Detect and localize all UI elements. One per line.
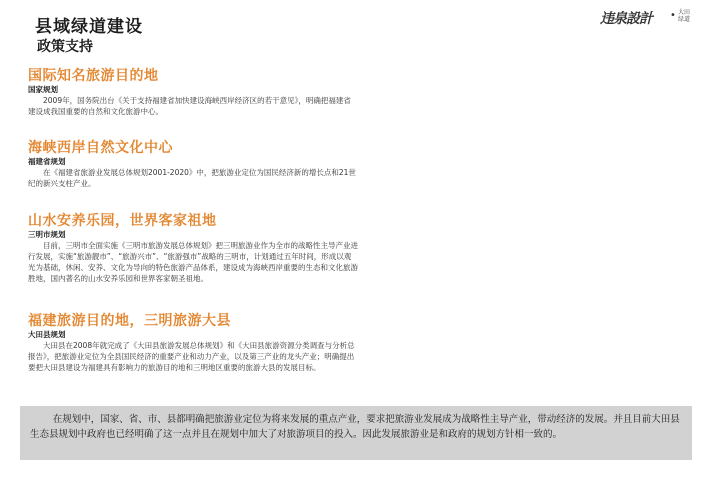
section-body: 大田县在2008年就完成了《大田县旅游发展总体规划》和《大田县旅游资源分类调查与分析总报告》，把旅游业定位为全县国民经济的重要产业和动力产业，以及第三产业的龙头产业；明确提出要把大田县建设为福建具有影响力的旅游目的地和三明地区重要的旅游大县的发展目标。 bbox=[28, 341, 355, 372]
section-level: 国家规划 bbox=[28, 85, 58, 94]
section-city bbox=[28, 213, 358, 284]
section-body: 2009年，国务院出台《关于支持福建省加快建设海峡西岸经济区的若干意见》，明确把福建省建设成我国重要的自然和文化旅游中心。 bbox=[28, 96, 351, 116]
brand-logo bbox=[600, 8, 705, 28]
section-county bbox=[28, 313, 358, 373]
section-title: 福建旅游目的地，三明旅游大县 bbox=[28, 313, 231, 329]
page-subtitle: 政策支持 bbox=[37, 39, 93, 55]
section-province bbox=[28, 140, 358, 189]
page-title: 县域绿道建设 bbox=[35, 17, 143, 37]
section-title: 国际知名旅游目的地 bbox=[28, 68, 159, 84]
section-level: 大田县规划 bbox=[28, 330, 66, 339]
section-body: 在《福建省旅游业发展总体规划2001-2020》中，把旅游业定位为国民经济新的增长点和21世纪的新兴支柱产业。 bbox=[28, 168, 356, 188]
section-title: 山水安养乐园，世界客家祖地 bbox=[28, 213, 217, 229]
logo-side-text: 大田绿道 bbox=[678, 9, 691, 23]
summary-box bbox=[20, 406, 692, 460]
section-title: 海峡西岸自然文化中心 bbox=[28, 140, 173, 156]
summary-text: 在规划中，国家、省、市、县都明确把旅游业定位为将来发展的重点产业，要求把旅游业发展成为战略性主导产业，带动经济的发展。并且目前大田县生态县规划中政府也已经明确了这一点并且在规划中加大了对旅游项目的投入。因此发展旅游业是和政府的规划方针相一致的。 bbox=[30, 414, 680, 440]
section-national bbox=[28, 68, 358, 117]
section-level: 福建省规划 bbox=[28, 157, 66, 166]
section-level: 三明市规划 bbox=[28, 230, 66, 239]
logo-dot: • bbox=[670, 10, 676, 21]
section-body: 目前，三明市全面实施《三明市旅游发展总体规划》把三明旅游业作为全市的战略性主导产业进行发展，实施“旅游靓市”、“旅游兴市”、“旅游强市”战略的三明市，计划通过五年时间，形成以观光为基础，休闲、安养、文化为导向的特色旅游产品体系，建设成为海峡西岸重要的生态和文化旅游胜地，国内著名的山水安养乐园和世界客家朝圣祖地。 bbox=[28, 241, 358, 283]
logo-text: 违泉設計 bbox=[600, 11, 652, 27]
